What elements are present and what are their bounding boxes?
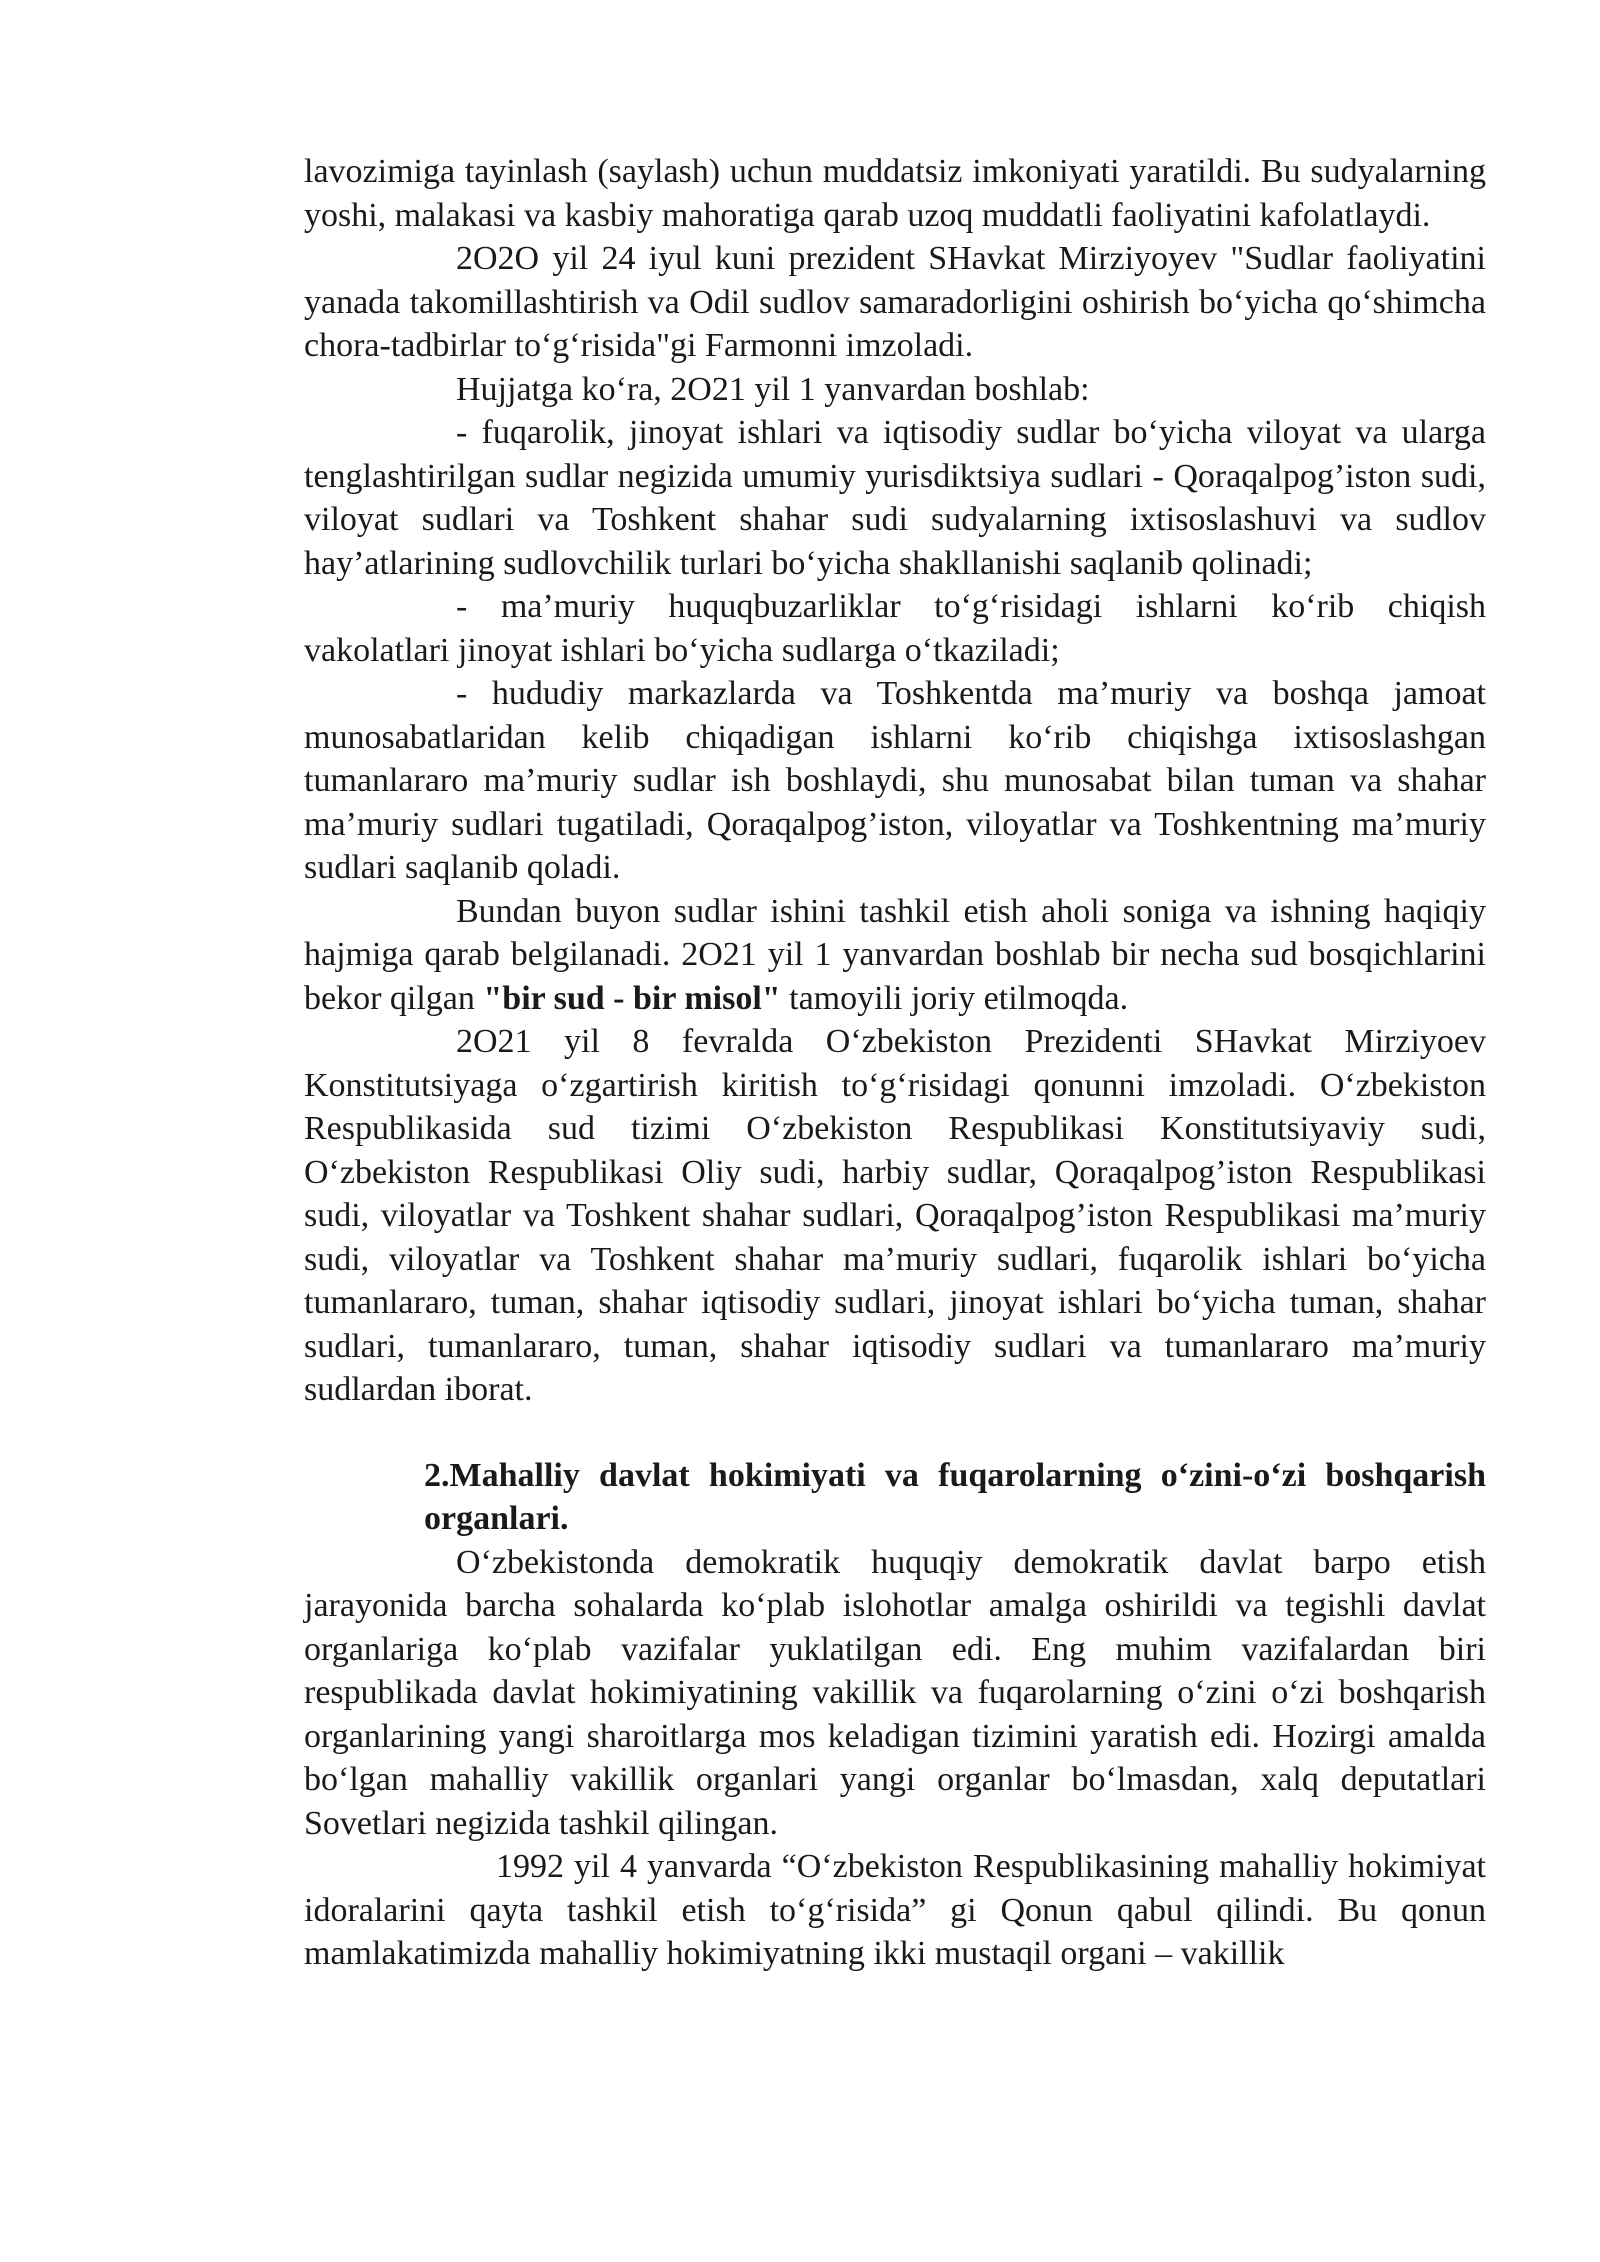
paragraph-1: lavozimiga tayinlash (saylash) uchun muddatsiz imkoniyati yaratildi. Bu sudyalarning yoshi, malakasi va kasbiy mahoratiga qarab uzoq muddatli faoliyatini kafolatlaydi. — [304, 153, 1486, 234]
paragraph-9: O‘zbekistonda demokratik huquqiy demokratik davlat barpo etish jarayonida barcha sohalarda ko‘plab islohotlar amalga oshirildi va tegishli davlat organlariga ko‘plab vazifalar yuklatilgan edi. Eng muhim vazifalardan biri respublikada davlat hokimiyatining vakillik va fuqarolarning o‘zini o‘zi boshqarish organlarining yangi sharoitlarga mos keladigan tizimini yaratish edi. Hozirgi amalda bo‘lgan mahalliy vakillik organlari yangi organlar bo‘lmasdan, xalq deputatlari Sovetlari negizida tashkil qilingan. — [304, 1543, 1486, 1842]
paragraph-2: 2O2O yil 24 iyul kuni prezident SHavkat Mirziyoyev "Sudlar faoliyatini yanada takomillashtirish va Odil sudlov samaradorligini oshirish bo‘yicha qo‘shimcha chora-tadbirlar to‘g‘risida"gi Farmonni imzoladi. — [304, 240, 1486, 364]
paragraph-7 — [304, 890, 1486, 1021]
paragraph-3: Hujjatga ko‘ra, 2O21 yil 1 yanvardan boshlab: — [456, 370, 1090, 408]
paragraph-8: 2O21 yil 8 fevralda O‘zbekiston Prezidenti SHavkat Mirziyoev Konstitutsiyaga o‘zgartirish kiritish to‘g‘risidagi qonunni imzoladi. O‘zbekiston Respublikasida sud tizimi O‘zbekiston Respublikasi Konstitutsiyaviy sudi, O‘zbekiston Respublikasi Oliy sudi, harbiy sudlar, Qoraqalpog’iston Respublikasi sudi, viloyatlar va Toshkent shahar sudlari, Qoraqalpog’iston Respublikasi ma’muriy sudi, viloyatlar va Toshkent shahar ma’muriy sudlari, fuqarolik ishlari bo‘yicha tumanlararo, tuman, shahar iqtisodiy sudlari, jinoyat ishlari bo‘yicha tuman, shahar sudlari, tumanlararo, tuman, shahar iqtisodiy sudlari va tumanlararo ma’muriy sudlardan iborat. — [304, 1023, 1486, 1408]
document-page — [304, 150, 1486, 1976]
list-item-1: - fuqarolik, jinoyat ishlari va iqtisodiy sudlar bo‘yicha viloyat va ularga tenglashtirilgan sudlar negizida umumiy yurisdiktsiya sudlari - Qoraqalpog’iston sudi, viloyat sudlari va Toshkent shahar sudi sudyalarning ixtisoslashuvi va sudlov hay’atlarining sudlovchilik turlari bo‘yicha shakllanishi saqlanib qolinadi; — [304, 414, 1486, 582]
list-item-3: - hududiy markazlarda va Toshkentda ma’muriy va boshqa jamoat munosabatlaridan kelib chiqadigan ishlarni ko‘rib chiqishga ixtisoslashgan tumanlararo ma’muriy sudlar ish boshlaydi, shu munosabat bilan tuman va shahar ma’muriy sudlari tugatiladi, Qoraqalpog’iston, viloyatlar va Toshkentning ma’muriy sudlari saqlanib qoladi. — [304, 675, 1486, 886]
principle-bold: "bir sud - bir misol" — [483, 979, 781, 1017]
paragraph-7-text-a: Bundan buyon sudlar ishini tashkil etish aholi soniga va ishning haqiqiy hajmiga qarab belgilanadi. 2O21 yil 1 yanvardan boshlab bir necha sud bosqichlarini bekor qilgan — [304, 892, 1486, 1017]
list-item-2: - ma’muriy huquqbuzarliklar to‘g‘risidagi ishlarni ko‘rib chiqish vakolatlari jinoyat ishlari bo‘yicha sudlarga o‘tkaziladi; — [304, 588, 1486, 669]
paragraph-10: 1992 yil 4 yanvarda “O‘zbekiston Respublikasining mahalliy hokimiyat idoralarini qayta tashkil etish to‘g‘risida” gi Qonun qabul qilindi. Bu qonun mamlakatimizda mahalliy hokimiyatning ikki mustaqil organi – vakillik — [304, 1848, 1486, 1972]
paragraph-7-text-b: tamoyili joriy etilmoqda. — [780, 979, 1129, 1017]
section-heading: 2.Mahalliy davlat hokimiyati va fuqarolarning o‘zini-o‘zi boshqarish organlari. — [424, 1456, 1486, 1537]
